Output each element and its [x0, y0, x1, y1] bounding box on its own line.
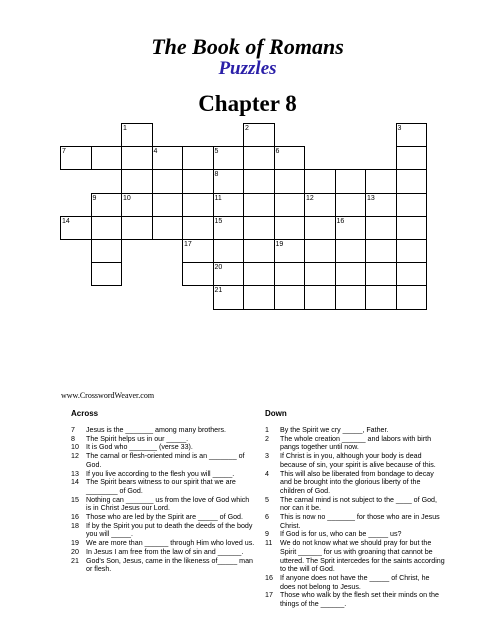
clue-text: If God is for us, who can be _____ us? — [280, 530, 402, 539]
clue-text: The Spirit bears witness to our spirit that we are ________ of God. — [86, 478, 236, 495]
grid-cell-number: 5 — [214, 148, 219, 156]
down-clue — [265, 426, 445, 435]
grid-cell[interactable] — [243, 169, 275, 193]
grid-cell[interactable] — [274, 216, 306, 240]
clue-number: 12 — [71, 452, 79, 461]
grid-cell-number: 14 — [62, 217, 70, 225]
clue-number: 14 — [71, 478, 79, 487]
grid-cell[interactable] — [243, 262, 275, 286]
clue-number: 15 — [71, 495, 79, 504]
clue-number: 1 — [265, 426, 269, 434]
grid-cell-number: 11 — [214, 194, 222, 202]
grid-cell[interactable] — [335, 239, 367, 263]
grid-cell[interactable] — [304, 216, 336, 240]
clue-text: This is now no _______ for those who are in Jesus Christ. — [280, 513, 440, 530]
clue-number: 10 — [71, 443, 79, 452]
chapter-heading: Chapter 8 — [198, 91, 297, 116]
clue-text: In Jesus I am free from the law of sin and ______. — [86, 547, 244, 556]
across-heading: Across — [71, 409, 99, 418]
grid-cell[interactable] — [121, 169, 153, 193]
grid-cell[interactable] — [91, 146, 123, 170]
grid-cell-number: 8 — [214, 171, 219, 179]
clue-text: We are more than ______ through Him who loved us. — [86, 539, 255, 548]
across-clue — [71, 470, 256, 479]
clue-text: It is God who _______ (verse 33). — [86, 443, 193, 452]
down-clue — [265, 452, 445, 469]
clue-text: If anyone does not have the _____ of Christ, he does not belong to Jesus. — [280, 573, 430, 591]
grid-cell[interactable] — [274, 262, 306, 286]
puzzle-subtitle: Puzzles — [218, 58, 277, 79]
across-clue — [71, 557, 256, 574]
grid-cell[interactable] — [365, 216, 397, 240]
grid-cell-number: 17 — [184, 241, 192, 248]
down-clue — [265, 530, 445, 539]
grid-cell[interactable] — [335, 193, 367, 217]
grid-cell[interactable] — [365, 169, 397, 193]
grid-cell-number: 13 — [367, 194, 375, 202]
grid-cell[interactable] — [121, 216, 153, 240]
clue-number: 3 — [265, 452, 269, 461]
grid-cell[interactable] — [182, 193, 214, 217]
clue-text: By the Spirit we cry _____, Father. — [280, 426, 389, 434]
grid-cell[interactable] — [152, 216, 184, 240]
grid-cell-number: 19 — [275, 241, 284, 248]
clue-text: The carnal mind is not subject to the ____ of God, nor can it be. — [280, 495, 437, 513]
grid-cell-number: 1 — [123, 125, 127, 132]
grid-cell[interactable] — [213, 239, 245, 263]
grid-cell[interactable] — [91, 216, 123, 240]
grid-cell[interactable] — [396, 262, 428, 286]
grid-cell[interactable] — [396, 146, 428, 170]
grid-cell[interactable] — [335, 285, 367, 309]
clue-text: This will also be liberated from bondage to decay and be brought into the glorious liberty of the children of God. — [280, 469, 434, 495]
across-clue — [71, 513, 256, 522]
clue-text: The Spirit helps us in our _____. — [86, 434, 189, 443]
grid-cell-number: 15 — [214, 217, 223, 225]
grid-cell[interactable] — [243, 285, 275, 309]
grid-cell[interactable] — [243, 146, 275, 170]
down-clue — [265, 539, 445, 574]
across-clue-list — [71, 426, 256, 574]
down-clue — [265, 574, 445, 591]
grid-cell-number: 12 — [306, 194, 314, 202]
grid-cell-number: 6 — [275, 148, 280, 156]
grid-cell[interactable] — [91, 262, 123, 286]
clue-text: God's Son, Jesus, came in the likeness of_____ man or flesh. — [86, 556, 253, 574]
clue-number: 18 — [71, 521, 79, 530]
grid-cell[interactable] — [274, 193, 306, 217]
clue-number: 16 — [265, 573, 273, 582]
clue-number: 9 — [265, 530, 269, 539]
clue-number: 2 — [265, 434, 269, 443]
grid-cell[interactable] — [365, 285, 397, 309]
grid-cell[interactable] — [182, 146, 214, 170]
across-clue — [71, 435, 256, 444]
grid-cell[interactable] — [274, 285, 306, 309]
across-clue — [71, 443, 256, 452]
grid-cell[interactable] — [243, 239, 275, 263]
clue-text: If by the Spirit you put to death the deeds of the body you will _____. — [86, 521, 253, 539]
grid-cell[interactable] — [396, 193, 428, 217]
clue-number: 19 — [71, 539, 79, 548]
grid-cell[interactable] — [396, 169, 428, 193]
credit-link[interactable]: www.CrosswordWeaver.com — [61, 391, 155, 400]
grid-cell[interactable] — [274, 169, 306, 193]
clue-text: The whole creation ______ and labors with birth pangs together until now. — [280, 434, 432, 452]
clue-number: 6 — [265, 513, 269, 522]
clue-text: We do not know what we should pray for but the Spirit ______ for us with groaning that cannot be uttered. The Sprit intercedes for the saints according to the will of God. — [280, 539, 445, 574]
clue-number: 13 — [71, 469, 79, 478]
across-clue — [71, 548, 256, 557]
down-clue — [265, 591, 445, 608]
grid-cell-number: 16 — [336, 217, 345, 225]
across-clue — [71, 539, 256, 548]
across-clue — [71, 478, 256, 495]
grid-cell[interactable] — [304, 239, 336, 263]
clue-number: 7 — [71, 426, 75, 434]
grid-cell[interactable] — [304, 285, 336, 309]
clue-number: 21 — [71, 556, 79, 565]
grid-cell[interactable] — [182, 216, 214, 240]
across-clue — [71, 452, 256, 469]
down-heading: Down — [265, 409, 287, 418]
clue-text: Jesus is the _______ among many brothers. — [86, 426, 226, 434]
clue-text: Nothing can _______ us from the love of God which is in Christ Jesus our Lord. — [86, 495, 250, 513]
grid-cell[interactable] — [304, 262, 336, 286]
clue-text: If you live according to the flesh you will _____. — [86, 469, 235, 478]
grid-cell-number: 20 — [214, 264, 223, 272]
grid-cell-number: 4 — [153, 148, 158, 156]
grid-cell-number: 7 — [62, 148, 66, 156]
clue-number: 20 — [71, 547, 79, 556]
clue-text: Those who are led by the Spirit are _____ of God. — [86, 513, 243, 522]
down-clue — [265, 470, 445, 496]
across-clue — [71, 426, 256, 435]
down-clue — [265, 496, 445, 513]
grid-cell[interactable] — [335, 262, 367, 286]
down-clue — [265, 435, 445, 452]
grid-cell[interactable] — [243, 193, 275, 217]
grid-cell-number: 9 — [92, 194, 97, 202]
grid-cell-number: 21 — [214, 287, 223, 295]
clue-number: 11 — [265, 539, 273, 548]
clue-number: 16 — [71, 513, 79, 522]
clue-text: The carnal or flesh-oriented mind is an _______ of God. — [86, 452, 245, 469]
grid-cell[interactable] — [396, 239, 428, 263]
grid-cell[interactable] — [121, 146, 153, 170]
clue-text: Those who walk by the flesh set their minds on the things of the ______. — [280, 591, 439, 609]
grid-cell-number: 2 — [245, 125, 249, 132]
grid-cell[interactable] — [152, 169, 184, 193]
clue-number: 4 — [265, 469, 269, 478]
down-clue-list — [265, 426, 445, 609]
across-clue — [71, 496, 256, 513]
clue-number: 8 — [71, 434, 75, 443]
grid-cell[interactable] — [243, 216, 275, 240]
grid-cell-number: 3 — [397, 125, 402, 132]
grid-cell[interactable] — [182, 262, 214, 286]
clue-text: If Christ is in you, although your body is dead because of sin, your spirit is alive because of this. — [280, 452, 436, 469]
grid-cell[interactable] — [365, 262, 397, 286]
grid-cell[interactable] — [91, 239, 123, 263]
puzzle-title: The Book of Romans — [151, 34, 344, 59]
grid-cell[interactable] — [335, 169, 367, 193]
grid-cell[interactable] — [152, 193, 184, 217]
grid-cell[interactable] — [365, 239, 397, 263]
down-clue — [265, 513, 445, 530]
grid-cell[interactable] — [396, 216, 428, 240]
grid-cell[interactable] — [304, 169, 336, 193]
across-clue — [71, 522, 256, 539]
clue-number: 5 — [265, 495, 269, 504]
grid-cell-number: 10 — [123, 194, 131, 202]
clue-number: 17 — [265, 591, 273, 600]
grid-cell[interactable] — [396, 285, 428, 309]
